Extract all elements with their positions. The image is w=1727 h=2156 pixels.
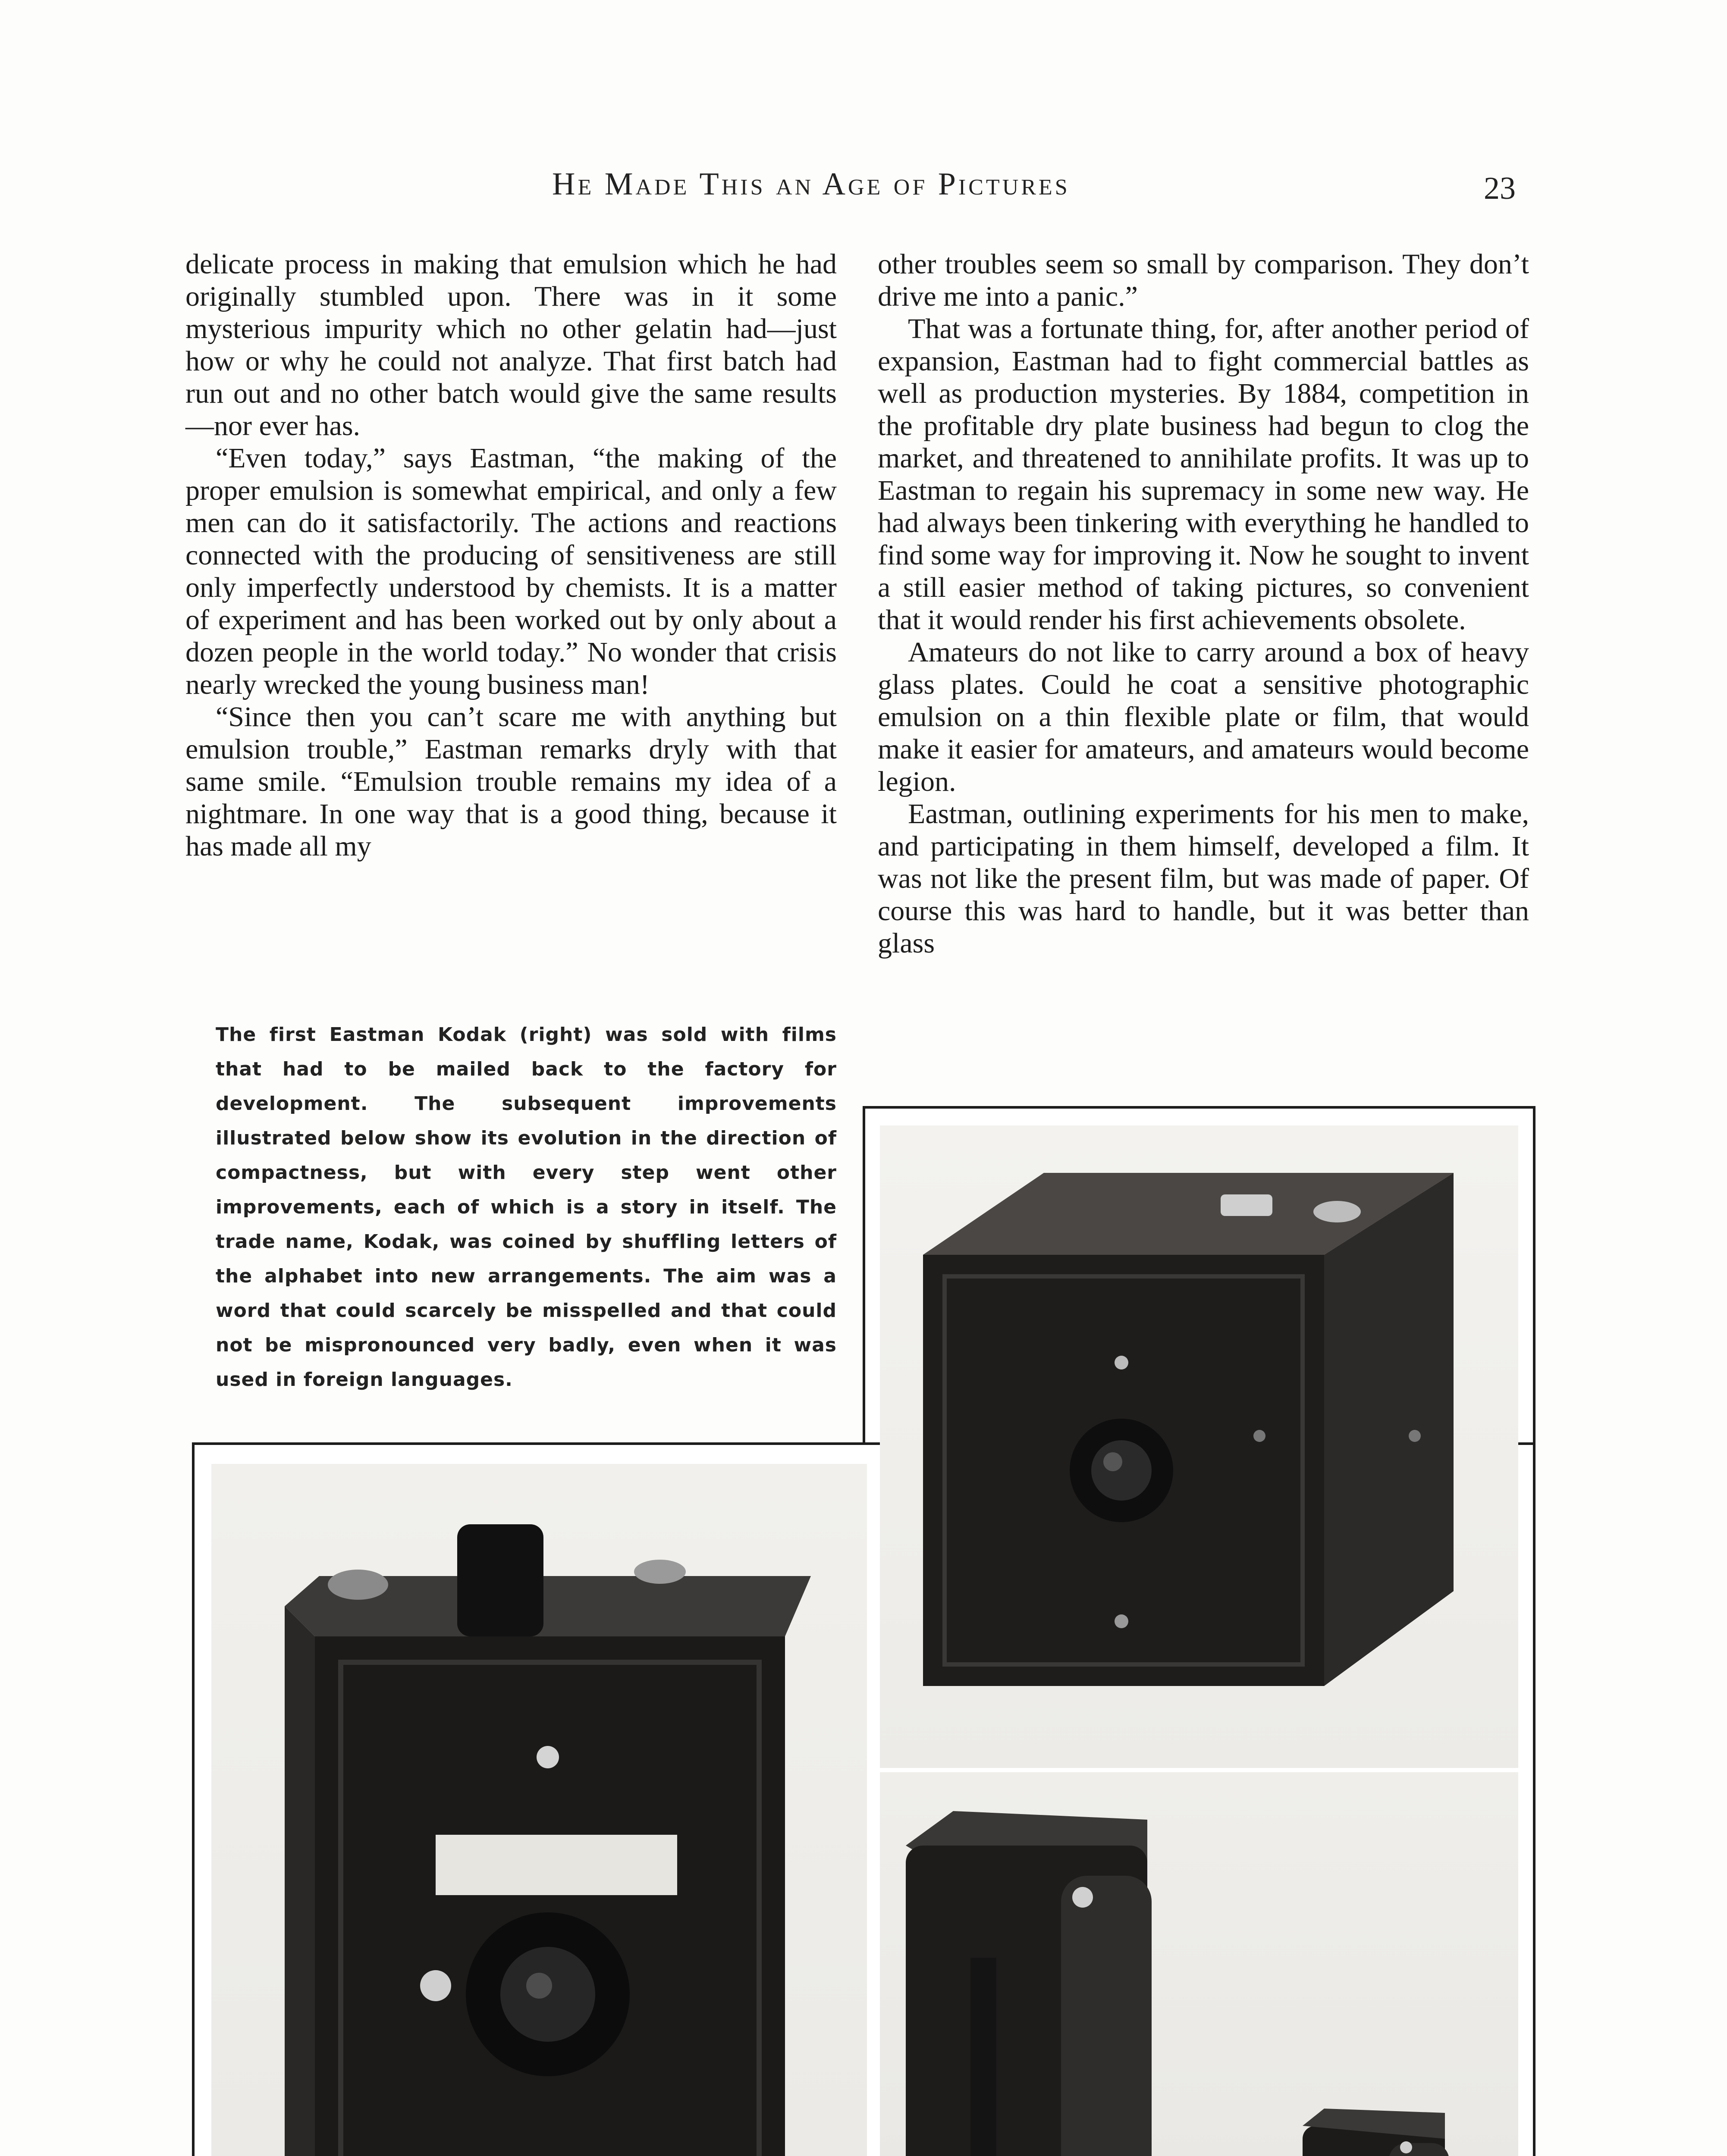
photo-box-camera [211,1464,867,2156]
photo-folding-cameras [880,1772,1518,2156]
paragraph: other troubles seem so small by comparison. They don’t drive me into a panic.” [878,248,1529,312]
page-number: 23 [1484,171,1516,206]
paragraph: Eastman, outlining experiments for his men to make, and participating in them himself, developed a film. It was not like the present film, but was made of paper. Of course this was hard to handle, but it was better than glass [878,798,1529,959]
handle-box-camera-illustration [211,1464,867,2156]
right-text-column [878,248,1529,959]
folding-cameras-illustration [880,1772,1518,2156]
photo-first-kodak [880,1125,1518,1768]
box-camera-illustration [880,1125,1518,1768]
paragraph: “Since then you can’t scare me with anything but emulsion trouble,” Eastman remarks dryly with that same smile. “Emulsion trouble remains my idea of a nightmare. In one way that is a good thing, because it has made all my [185,701,837,862]
paragraph: delicate process in making that emulsion which he had originally stumbled upon. There was in it some mysterious impurity which no other gelatin had—just how or why he could not analyze. That first batch had run out and no other batch would give the same results—nor ever has. [185,248,837,442]
paragraph: “Even today,” says Eastman, “the making of the proper emulsion is somewhat empirical, and only a few men can do it satisfactorily. The actions and reactions connected with the producing of sensitiveness are still only imperfectly understood by chemists. It is a matter of experiment and has been worked out by only about a dozen people in the world today.” No wonder that crisis nearly wrecked the young business man! [185,442,837,700]
paragraph: Amateurs do not like to carry around a box of heavy glass plates. Could he coat a sensitive photographic emulsion on a thin flexible plate or film, that would make it easier for amateurs, and amateurs would become legion. [878,636,1529,797]
left-text-column [185,248,837,862]
running-header-title: He Made This an Age of Pictures [552,166,1070,202]
paragraph: That was a fortunate thing, for, after another period of expansion, Eastman had to fight commercial battles as well as production mysteries. By 1884, competition in the profitable dry plate business had begun to clog the market, and threatened to annihilate profits. It was up to Eastman to regain his supremacy in some new way. He had always been tinkering with everything he handled to find some way for improving it. Now he sought to invent a still easier method of taking pictures, so convenient that it would render his first achievements obsolete. [878,313,1529,636]
photo-caption: The first Eastman Kodak (right) was sold with films that had to be mailed back to the factory for development. The subsequent improvements illustrated below show its evolution in the direction of compactness, but with every step went other improvements, each of which is a story in itself. The trade name, Kodak, was coined by shuffling letters of the alphabet into new arrangements. The aim was a word that could scarcely be misspelled and that could not be mispronounced very badly, even when it was used in foreign languages. [216,1024,837,1391]
